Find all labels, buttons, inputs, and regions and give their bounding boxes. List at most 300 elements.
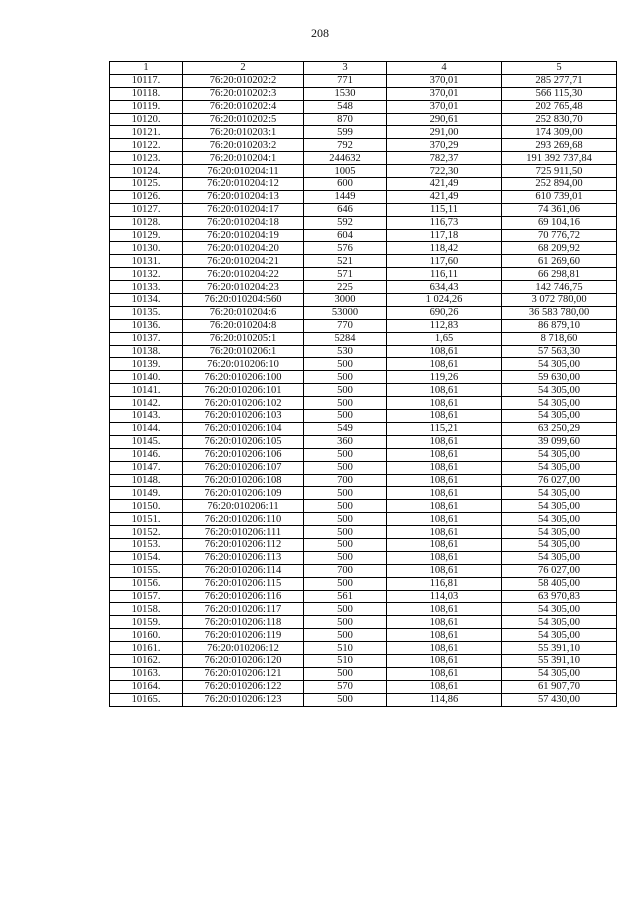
table-row	[110, 190, 617, 203]
area-cell: 599	[304, 126, 387, 139]
table-row	[110, 255, 617, 268]
cadastral-value-cell: 70 776,72	[502, 229, 617, 242]
area-cell: 500	[304, 461, 387, 474]
cadastral-number-cell: 76:20:010206:121	[183, 667, 304, 680]
area-cell: 5284	[304, 332, 387, 345]
specific-value-cell: 370,29	[387, 139, 502, 152]
table-row	[110, 306, 617, 319]
row-number-cell: 10156.	[110, 577, 183, 590]
table-row	[110, 590, 617, 603]
cadastral-number-cell: 76:20:010206:108	[183, 474, 304, 487]
row-number-cell: 10164.	[110, 680, 183, 693]
cadastral-value-cell: 174 309,00	[502, 126, 617, 139]
cadastral-value-cell: 76 027,00	[502, 474, 617, 487]
cadastral-number-cell: 76:20:010206:115	[183, 577, 304, 590]
specific-value-cell: 108,61	[387, 667, 502, 680]
cadastral-value-cell: 54 305,00	[502, 397, 617, 410]
row-number-cell: 10146.	[110, 448, 183, 461]
specific-value-cell: 782,37	[387, 152, 502, 165]
cadastral-number-cell: 76:20:010204:19	[183, 229, 304, 242]
specific-value-cell: 108,61	[387, 680, 502, 693]
specific-value-cell: 116,73	[387, 216, 502, 229]
table-row	[110, 474, 617, 487]
table-row	[110, 178, 617, 191]
cadastral-value-cell: 69 104,16	[502, 216, 617, 229]
row-number-cell: 10144.	[110, 422, 183, 435]
specific-value-cell: 722,30	[387, 165, 502, 178]
specific-value-cell: 108,61	[387, 448, 502, 461]
cadastral-number-cell: 76:20:010206:101	[183, 384, 304, 397]
area-cell: 549	[304, 422, 387, 435]
cadastral-number-cell: 76:20:010204:18	[183, 216, 304, 229]
cadastral-value-cell: 54 305,00	[502, 513, 617, 526]
cadastral-number-cell: 76:20:010204:11	[183, 165, 304, 178]
table-row	[110, 500, 617, 513]
cadastral-number-cell: 76:20:010204:17	[183, 203, 304, 216]
row-number-cell: 10139.	[110, 358, 183, 371]
row-number-cell: 10147.	[110, 461, 183, 474]
row-number-cell: 10150.	[110, 500, 183, 513]
specific-value-cell: 108,61	[387, 410, 502, 423]
row-number-cell: 10119.	[110, 100, 183, 113]
table-row	[110, 654, 617, 667]
table-row	[110, 384, 617, 397]
cadastral-number-cell: 76:20:010204:6	[183, 306, 304, 319]
cadastral-value-cell: 191 392 737,84	[502, 152, 617, 165]
specific-value-cell: 108,61	[387, 538, 502, 551]
cadastral-number-cell: 76:20:010202:2	[183, 74, 304, 87]
cadastral-number-cell: 76:20:010204:23	[183, 281, 304, 294]
specific-value-cell: 108,61	[387, 474, 502, 487]
cadastral-value-cell: 54 305,00	[502, 551, 617, 564]
cadastral-number-cell: 76:20:010206:107	[183, 461, 304, 474]
row-number-cell: 10137.	[110, 332, 183, 345]
table-row	[110, 642, 617, 655]
row-number-cell: 10126.	[110, 190, 183, 203]
cadastral-value-cell: 566 115,30	[502, 87, 617, 100]
row-number-cell: 10135.	[110, 306, 183, 319]
cadastral-value-cell: 610 739,01	[502, 190, 617, 203]
specific-value-cell: 108,61	[387, 629, 502, 642]
specific-value-cell: 108,61	[387, 526, 502, 539]
table-row	[110, 229, 617, 242]
table-row	[110, 461, 617, 474]
row-number-cell: 10155.	[110, 564, 183, 577]
cadastral-number-cell: 76:20:010202:3	[183, 87, 304, 100]
row-number-cell: 10130.	[110, 242, 183, 255]
specific-value-cell: 690,26	[387, 306, 502, 319]
cadastral-value-cell: 725 911,50	[502, 165, 617, 178]
cadastral-value-cell: 54 305,00	[502, 526, 617, 539]
specific-value-cell: 290,61	[387, 113, 502, 126]
cadastral-value-cell: 54 305,00	[502, 616, 617, 629]
area-cell: 500	[304, 551, 387, 564]
area-cell: 548	[304, 100, 387, 113]
row-number-cell: 10153.	[110, 538, 183, 551]
row-number-cell: 10157.	[110, 590, 183, 603]
cadastral-number-cell: 76:20:010206:111	[183, 526, 304, 539]
cadastral-number-cell: 76:20:010206:1	[183, 345, 304, 358]
cadastral-value-cell: 63 250,29	[502, 422, 617, 435]
row-number-cell: 10120.	[110, 113, 183, 126]
area-cell: 592	[304, 216, 387, 229]
specific-value-cell: 1 024,26	[387, 294, 502, 307]
area-cell: 500	[304, 629, 387, 642]
cadastral-number-cell: 76:20:010204:8	[183, 319, 304, 332]
column-header: 1	[110, 62, 183, 75]
cadastral-number-cell: 76:20:010206:105	[183, 435, 304, 448]
cadastral-value-cell: 252 830,70	[502, 113, 617, 126]
cadastral-number-cell: 76:20:010203:1	[183, 126, 304, 139]
table-row	[110, 667, 617, 680]
specific-value-cell: 117,60	[387, 255, 502, 268]
specific-value-cell: 115,21	[387, 422, 502, 435]
table-row	[110, 242, 617, 255]
cadastral-number-cell: 76:20:010204:13	[183, 190, 304, 203]
specific-value-cell: 108,61	[387, 384, 502, 397]
table-row	[110, 294, 617, 307]
area-cell: 1005	[304, 165, 387, 178]
row-number-cell: 10162.	[110, 654, 183, 667]
page-number: 208	[311, 26, 329, 40]
specific-value-cell: 108,61	[387, 513, 502, 526]
area-cell: 771	[304, 74, 387, 87]
cadastral-number-cell: 76:20:010204:21	[183, 255, 304, 268]
specific-value-cell: 108,61	[387, 461, 502, 474]
specific-value-cell: 112,83	[387, 319, 502, 332]
area-cell: 500	[304, 616, 387, 629]
cadastral-value-cell: 68 209,92	[502, 242, 617, 255]
table-header-row	[110, 62, 617, 75]
cadastral-number-cell: 76:20:010202:5	[183, 113, 304, 126]
cadastral-number-cell: 76:20:010206:12	[183, 642, 304, 655]
specific-value-cell: 634,43	[387, 281, 502, 294]
column-header: 3	[304, 62, 387, 75]
cadastral-number-cell: 76:20:010204:20	[183, 242, 304, 255]
cadastral-number-cell: 76:20:010206:110	[183, 513, 304, 526]
area-cell: 225	[304, 281, 387, 294]
cadastral-value-cell: 54 305,00	[502, 410, 617, 423]
area-cell: 500	[304, 358, 387, 371]
specific-value-cell: 108,61	[387, 487, 502, 500]
cadastral-number-cell: 76:20:010206:104	[183, 422, 304, 435]
area-cell: 571	[304, 268, 387, 281]
table-row	[110, 410, 617, 423]
row-number-cell: 10125.	[110, 178, 183, 191]
specific-value-cell: 421,49	[387, 178, 502, 191]
specific-value-cell: 117,18	[387, 229, 502, 242]
specific-value-cell: 370,01	[387, 87, 502, 100]
table-row	[110, 435, 617, 448]
row-number-cell: 10131.	[110, 255, 183, 268]
area-cell: 500	[304, 371, 387, 384]
specific-value-cell: 108,61	[387, 564, 502, 577]
table-row	[110, 448, 617, 461]
cadastral-value-cell: 59 630,00	[502, 371, 617, 384]
cadastral-number-cell: 76:20:010206:10	[183, 358, 304, 371]
area-cell: 500	[304, 397, 387, 410]
specific-value-cell: 108,61	[387, 435, 502, 448]
row-number-cell: 10148.	[110, 474, 183, 487]
cadastral-value-cell: 202 765,48	[502, 100, 617, 113]
table-row	[110, 487, 617, 500]
area-cell: 792	[304, 139, 387, 152]
specific-value-cell: 108,61	[387, 654, 502, 667]
cadastral-value-cell: 54 305,00	[502, 461, 617, 474]
area-cell: 510	[304, 642, 387, 655]
cadastral-value-cell: 54 305,00	[502, 629, 617, 642]
table-row	[110, 113, 617, 126]
cadastral-value-cell: 76 027,00	[502, 564, 617, 577]
specific-value-cell: 370,01	[387, 74, 502, 87]
table-row	[110, 332, 617, 345]
row-number-cell: 10140.	[110, 371, 183, 384]
cadastral-number-cell: 76:20:010206:113	[183, 551, 304, 564]
row-number-cell: 10165.	[110, 693, 183, 706]
table-row	[110, 603, 617, 616]
table-row	[110, 680, 617, 693]
cadastral-value-cell: 86 879,10	[502, 319, 617, 332]
cadastral-value-cell: 54 305,00	[502, 538, 617, 551]
cadastral-number-cell: 76:20:010206:116	[183, 590, 304, 603]
cadastral-number-cell: 76:20:010206:119	[183, 629, 304, 642]
table-row	[110, 319, 617, 332]
row-number-cell: 10136.	[110, 319, 183, 332]
cadastral-value-cell: 57 563,30	[502, 345, 617, 358]
row-number-cell: 10151.	[110, 513, 183, 526]
cadastral-value-cell: 54 305,00	[502, 667, 617, 680]
cadastral-value-cell: 285 277,71	[502, 74, 617, 87]
row-number-cell: 10161.	[110, 642, 183, 655]
specific-value-cell: 1,65	[387, 332, 502, 345]
cadastral-number-cell: 76:20:010206:109	[183, 487, 304, 500]
cadastral-value-cell: 58 405,00	[502, 577, 617, 590]
area-cell: 770	[304, 319, 387, 332]
table-row	[110, 165, 617, 178]
table-row	[110, 87, 617, 100]
area-cell: 500	[304, 410, 387, 423]
cadastral-number-cell: 76:20:010206:11	[183, 500, 304, 513]
row-number-cell: 10129.	[110, 229, 183, 242]
table-row	[110, 100, 617, 113]
cadastral-number-cell: 76:20:010202:4	[183, 100, 304, 113]
cadastral-value-cell: 3 072 780,00	[502, 294, 617, 307]
table-row	[110, 616, 617, 629]
cadastral-number-cell: 76:20:010206:114	[183, 564, 304, 577]
specific-value-cell: 421,49	[387, 190, 502, 203]
cadastral-value-cell: 252 894,00	[502, 178, 617, 191]
cadastral-number-cell: 76:20:010204:1	[183, 152, 304, 165]
cadastral-number-cell: 76:20:010206:122	[183, 680, 304, 693]
cadastral-value-cell: 55 391,10	[502, 642, 617, 655]
row-number-cell: 10128.	[110, 216, 183, 229]
area-cell: 244632	[304, 152, 387, 165]
area-cell: 1449	[304, 190, 387, 203]
cadastral-value-cell: 54 305,00	[502, 448, 617, 461]
area-cell: 53000	[304, 306, 387, 319]
cadastral-value-cell: 74 361,06	[502, 203, 617, 216]
area-cell: 570	[304, 680, 387, 693]
area-cell: 500	[304, 513, 387, 526]
area-cell: 576	[304, 242, 387, 255]
specific-value-cell: 108,61	[387, 642, 502, 655]
table-row	[110, 564, 617, 577]
cadastral-value-cell: 55 391,10	[502, 654, 617, 667]
cadastral-value-cell: 54 305,00	[502, 487, 617, 500]
table-row	[110, 345, 617, 358]
area-cell: 870	[304, 113, 387, 126]
table-row	[110, 139, 617, 152]
cadastral-number-cell: 76:20:010206:117	[183, 603, 304, 616]
specific-value-cell: 118,42	[387, 242, 502, 255]
row-number-cell: 10124.	[110, 165, 183, 178]
table-row	[110, 513, 617, 526]
area-cell: 700	[304, 474, 387, 487]
cadastral-value-cell: 57 430,00	[502, 693, 617, 706]
cadastral-number-cell: 76:20:010203:2	[183, 139, 304, 152]
row-number-cell: 10145.	[110, 435, 183, 448]
area-cell: 521	[304, 255, 387, 268]
column-header: 4	[387, 62, 502, 75]
cadastral-number-cell: 76:20:010206:103	[183, 410, 304, 423]
specific-value-cell: 108,61	[387, 616, 502, 629]
area-cell: 500	[304, 500, 387, 513]
area-cell: 3000	[304, 294, 387, 307]
cadastral-value-cell: 61 907,70	[502, 680, 617, 693]
cadastral-number-cell: 76:20:010204:12	[183, 178, 304, 191]
area-cell: 360	[304, 435, 387, 448]
area-cell: 500	[304, 603, 387, 616]
table-row	[110, 74, 617, 87]
cadastral-value-cell: 293 269,68	[502, 139, 617, 152]
table-row	[110, 538, 617, 551]
area-cell: 500	[304, 667, 387, 680]
row-number-cell: 10158.	[110, 603, 183, 616]
cadastral-number-cell: 76:20:010206:118	[183, 616, 304, 629]
cadastral-value-table	[109, 61, 617, 707]
cadastral-value-cell: 61 269,60	[502, 255, 617, 268]
table-row	[110, 216, 617, 229]
area-cell: 646	[304, 203, 387, 216]
row-number-cell: 10132.	[110, 268, 183, 281]
specific-value-cell: 291,00	[387, 126, 502, 139]
row-number-cell: 10138.	[110, 345, 183, 358]
specific-value-cell: 108,61	[387, 345, 502, 358]
table-row	[110, 693, 617, 706]
row-number-cell: 10143.	[110, 410, 183, 423]
cadastral-value-cell: 54 305,00	[502, 384, 617, 397]
cadastral-number-cell: 76:20:010204:22	[183, 268, 304, 281]
area-cell: 530	[304, 345, 387, 358]
specific-value-cell: 108,61	[387, 500, 502, 513]
cadastral-number-cell: 76:20:010206:102	[183, 397, 304, 410]
cadastral-value-cell: 36 583 780,00	[502, 306, 617, 319]
cadastral-number-cell: 76:20:010206:112	[183, 538, 304, 551]
specific-value-cell: 116,11	[387, 268, 502, 281]
row-number-cell: 10159.	[110, 616, 183, 629]
table-row	[110, 526, 617, 539]
area-cell: 500	[304, 487, 387, 500]
table-row	[110, 551, 617, 564]
cadastral-number-cell: 76:20:010206:106	[183, 448, 304, 461]
area-cell: 500	[304, 693, 387, 706]
specific-value-cell: 108,61	[387, 551, 502, 564]
specific-value-cell: 108,61	[387, 603, 502, 616]
cadastral-value-cell: 142 746,75	[502, 281, 617, 294]
table-row	[110, 268, 617, 281]
table-row	[110, 629, 617, 642]
table-row	[110, 152, 617, 165]
area-cell: 700	[304, 564, 387, 577]
specific-value-cell: 108,61	[387, 358, 502, 371]
row-number-cell: 10152.	[110, 526, 183, 539]
specific-value-cell: 108,61	[387, 397, 502, 410]
specific-value-cell: 119,26	[387, 371, 502, 384]
row-number-cell: 10118.	[110, 87, 183, 100]
table-row	[110, 203, 617, 216]
area-cell: 500	[304, 577, 387, 590]
row-number-cell: 10134.	[110, 294, 183, 307]
cadastral-number-cell: 76:20:010206:120	[183, 654, 304, 667]
table-body	[110, 74, 617, 706]
cadastral-value-cell: 54 305,00	[502, 603, 617, 616]
specific-value-cell: 370,01	[387, 100, 502, 113]
cadastral-value-cell: 66 298,81	[502, 268, 617, 281]
row-number-cell: 10160.	[110, 629, 183, 642]
cadastral-value-cell: 54 305,00	[502, 500, 617, 513]
area-cell: 561	[304, 590, 387, 603]
row-number-cell: 10142.	[110, 397, 183, 410]
row-number-cell: 10122.	[110, 139, 183, 152]
row-number-cell: 10121.	[110, 126, 183, 139]
table-row	[110, 281, 617, 294]
row-number-cell: 10117.	[110, 74, 183, 87]
cadastral-value-cell: 39 099,60	[502, 435, 617, 448]
cadastral-value-cell: 54 305,00	[502, 358, 617, 371]
row-number-cell: 10133.	[110, 281, 183, 294]
specific-value-cell: 114,86	[387, 693, 502, 706]
specific-value-cell: 116,81	[387, 577, 502, 590]
area-cell: 500	[304, 448, 387, 461]
column-header: 2	[183, 62, 304, 75]
cadastral-number-cell: 76:20:010204:560	[183, 294, 304, 307]
column-header: 5	[502, 62, 617, 75]
table-row	[110, 577, 617, 590]
row-number-cell: 10149.	[110, 487, 183, 500]
row-number-cell: 10127.	[110, 203, 183, 216]
area-cell: 500	[304, 384, 387, 397]
area-cell: 604	[304, 229, 387, 242]
table-row	[110, 126, 617, 139]
row-number-cell: 10154.	[110, 551, 183, 564]
specific-value-cell: 114,03	[387, 590, 502, 603]
table-row	[110, 371, 617, 384]
specific-value-cell: 115,11	[387, 203, 502, 216]
cadastral-value-cell: 8 718,60	[502, 332, 617, 345]
cadastral-value-cell: 63 970,83	[502, 590, 617, 603]
area-cell: 500	[304, 526, 387, 539]
row-number-cell: 10163.	[110, 667, 183, 680]
table-row	[110, 422, 617, 435]
table-row	[110, 358, 617, 371]
area-cell: 1530	[304, 87, 387, 100]
row-number-cell: 10141.	[110, 384, 183, 397]
cadastral-number-cell: 76:20:010206:100	[183, 371, 304, 384]
cadastral-number-cell: 76:20:010205:1	[183, 332, 304, 345]
area-cell: 510	[304, 654, 387, 667]
cadastral-number-cell: 76:20:010206:123	[183, 693, 304, 706]
area-cell: 600	[304, 178, 387, 191]
